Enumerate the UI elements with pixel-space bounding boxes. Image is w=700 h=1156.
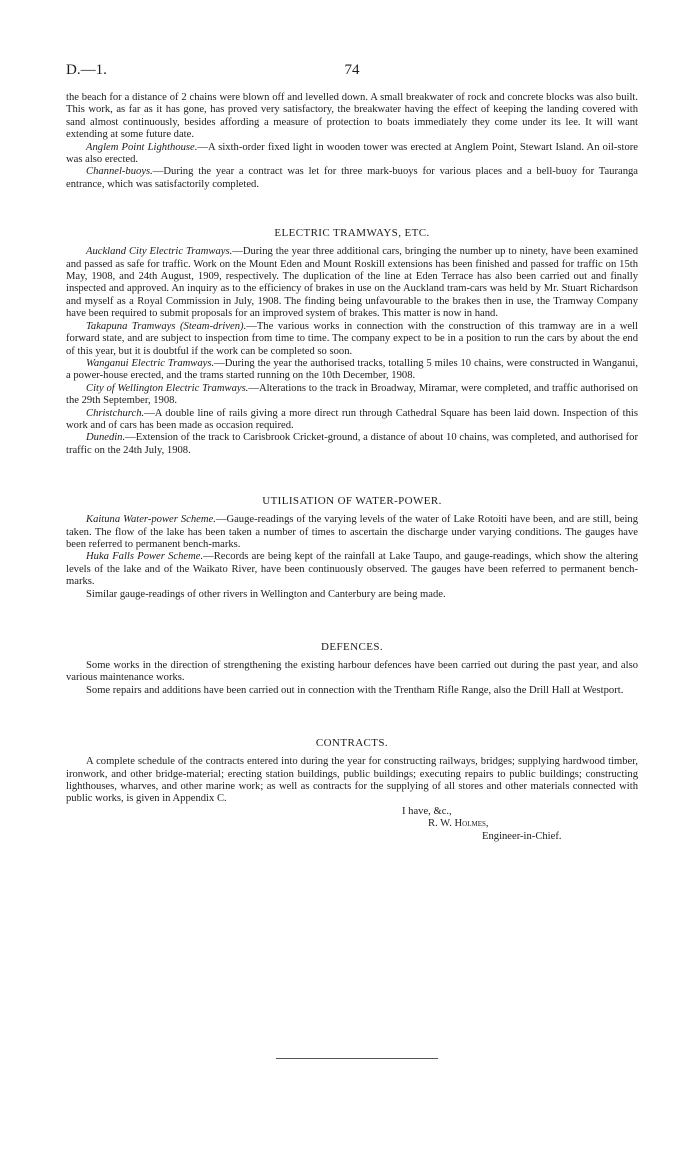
christchurch-text: —A double line of rails giving a more direct run through Cathedral Square has been laid down. Inspection of this work and of cars has been made as occasion required. bbox=[66, 407, 638, 431]
footer-rule bbox=[276, 1058, 438, 1059]
takapuna-text: —The various works in connection with the construction of this tramway are in a well forward state, and are subject to inspection from time to time. The company expect to be in a position to run the cars by about the end of this year, but it is doubtful if the work can be completed so soon. bbox=[66, 320, 638, 357]
takapuna-title: Takapuna Tramways (Steam-driven). bbox=[86, 320, 247, 332]
channel-buoys-paragraph bbox=[66, 166, 638, 191]
signature-block bbox=[66, 806, 638, 843]
dunedin-text: —Extension of the track to Carisbrook Cricket-ground, a distance of about 10 chains, was completed, and authorised for traffic on the 24th July, 1908. bbox=[66, 432, 638, 456]
intro-paragraph: the beach for a distance of 2 chains were blown off and levelled down. A small breakwater of rock and concrete blocks was also built. This work, as far as it has gone, has proved very satisfactory, the breakwater having the effect of keeping the landing covered with sand almost continuously, besides affording a measure of protection to boats immediately they come under its lee. It will want extending at some future date. bbox=[66, 92, 638, 141]
page-header bbox=[66, 62, 638, 92]
dunedin-paragraph bbox=[66, 432, 638, 457]
anglem-text: —A sixth-order fixed light in wooden tower was erected at Anglem Point, Stewart Island. An oil-store was also erected. bbox=[66, 141, 638, 166]
signature-title: Engineer-in-Chief. bbox=[482, 830, 562, 842]
christchurch-paragraph bbox=[66, 408, 638, 433]
auckland-paragraph bbox=[66, 246, 638, 320]
wellington-paragraph bbox=[66, 383, 638, 408]
anglem-title: Anglem Point Lighthouse. bbox=[86, 141, 198, 153]
page-number: 74 bbox=[344, 62, 360, 78]
wanganui-paragraph bbox=[66, 358, 638, 383]
defences-heading: DEFENCES. bbox=[321, 641, 383, 653]
signature-name: R. W. Holmes, bbox=[428, 818, 489, 830]
defences-paragraph-1: Some works in the direction of strengthening the existing harbour defences have been carried out during the past year, and also various maintenance works. bbox=[66, 660, 638, 684]
kaituna-text: —Gauge-readings of the varying levels of the water of Lake Rotoiti have been, and are still, being taken. The flow of the lake has been taken a number of times to ascertain the discharge under varying conditions. The gauges have been referred to permanent bench-marks. bbox=[66, 514, 639, 550]
huka-title: Huka Falls Power Scheme. bbox=[86, 551, 204, 563]
contracts-paragraph: A complete schedule of the contracts entered into during the year for constructing railways, bridges; supplying hardwood timber, ironwork, and other bridge-material; erecting station buildings, public buildings; executing repairs to public buildings; constructing lighthouses, wharves, and other marine work; as well as contracts for the supplying of all stores and other materials connected with public works, is given in Appendix C. bbox=[66, 756, 638, 805]
wanganui-text: —During the year the authorised tracks, totalling 5 miles 10 chains, were constructed in Wanganui, a power-house erected, and the trams started running on the 10th December, 1908. bbox=[66, 357, 638, 382]
auckland-text: —During the year three additional cars, bringing the number up to ninety, have been examined and passed as safe for traffic. Work on the Mount Eden and Mount Roskill extensions has been finished and passed for traffic on 15th May, 1908, and 24th August, 1909, respectively. The duplication of the line at Eden Terrace has also been carried out and finally inspected and approved. An inquiry as to the efficiency of brakes in use on the Auckland tram-cars was held by Mr. Stuart Richardson and myself as a Royal Commission in July, 1908. The finding being unfavourable to the brakes then in use, the Tramway Company have been required to submit proposals for an improved system of brakes. This matter is now in hand. bbox=[66, 246, 638, 320]
anglem-paragraph bbox=[66, 142, 638, 167]
signature-salutation: I have, &c., bbox=[402, 805, 452, 817]
wanganui-title: Wanganui Electric Tramways. bbox=[86, 357, 215, 369]
water-power-heading: UTILISATION OF WATER-POWER. bbox=[262, 495, 442, 508]
channel-buoys-text: —During the year a contract was let for three mark-buoys for various places and a bell-buoy for Tauranga entrance, which was satisfactorily completed. bbox=[66, 166, 638, 190]
document-reference: D.—1. bbox=[66, 62, 107, 78]
defences-paragraph-2: Some repairs and additions have been carried out in connection with the Trentham Rifle Range, also the Drill Hall at Westport. bbox=[86, 684, 624, 696]
takapuna-paragraph bbox=[66, 321, 638, 358]
christchurch-title: Christchurch. bbox=[86, 407, 145, 419]
huka-paragraph bbox=[66, 551, 638, 588]
auckland-title: Auckland City Electric Tramways. bbox=[86, 246, 233, 258]
similar-readings-paragraph: Similar gauge-readings of other rivers in Wellington and Canterbury are being made. bbox=[86, 588, 446, 600]
kaituna-title: Kaituna Water-power Scheme. bbox=[86, 514, 216, 526]
wellington-text: —Alterations to the track in Broadway, Miramar, were completed, and traffic authorised on the 29th September, 1908. bbox=[66, 382, 638, 407]
channel-buoys-title: Channel-buoys. bbox=[86, 166, 153, 178]
page bbox=[66, 62, 638, 843]
kaituna-paragraph bbox=[66, 514, 638, 551]
huka-text: —Records are being kept of the rainfall at Lake Taupo, and gauge-readings, which show the altering levels of the lake and of the Waikato River, have been continuously observed. The gauges have been referred to permanent bench-marks. bbox=[66, 551, 638, 588]
contracts-heading: CONTRACTS. bbox=[315, 737, 389, 750]
wellington-title: City of Wellington Electric Tramways. bbox=[86, 382, 249, 394]
dunedin-title: Dunedin. bbox=[86, 432, 126, 444]
tramways-heading: ELECTRIC TRAMWAYS, ETC. bbox=[274, 227, 430, 240]
